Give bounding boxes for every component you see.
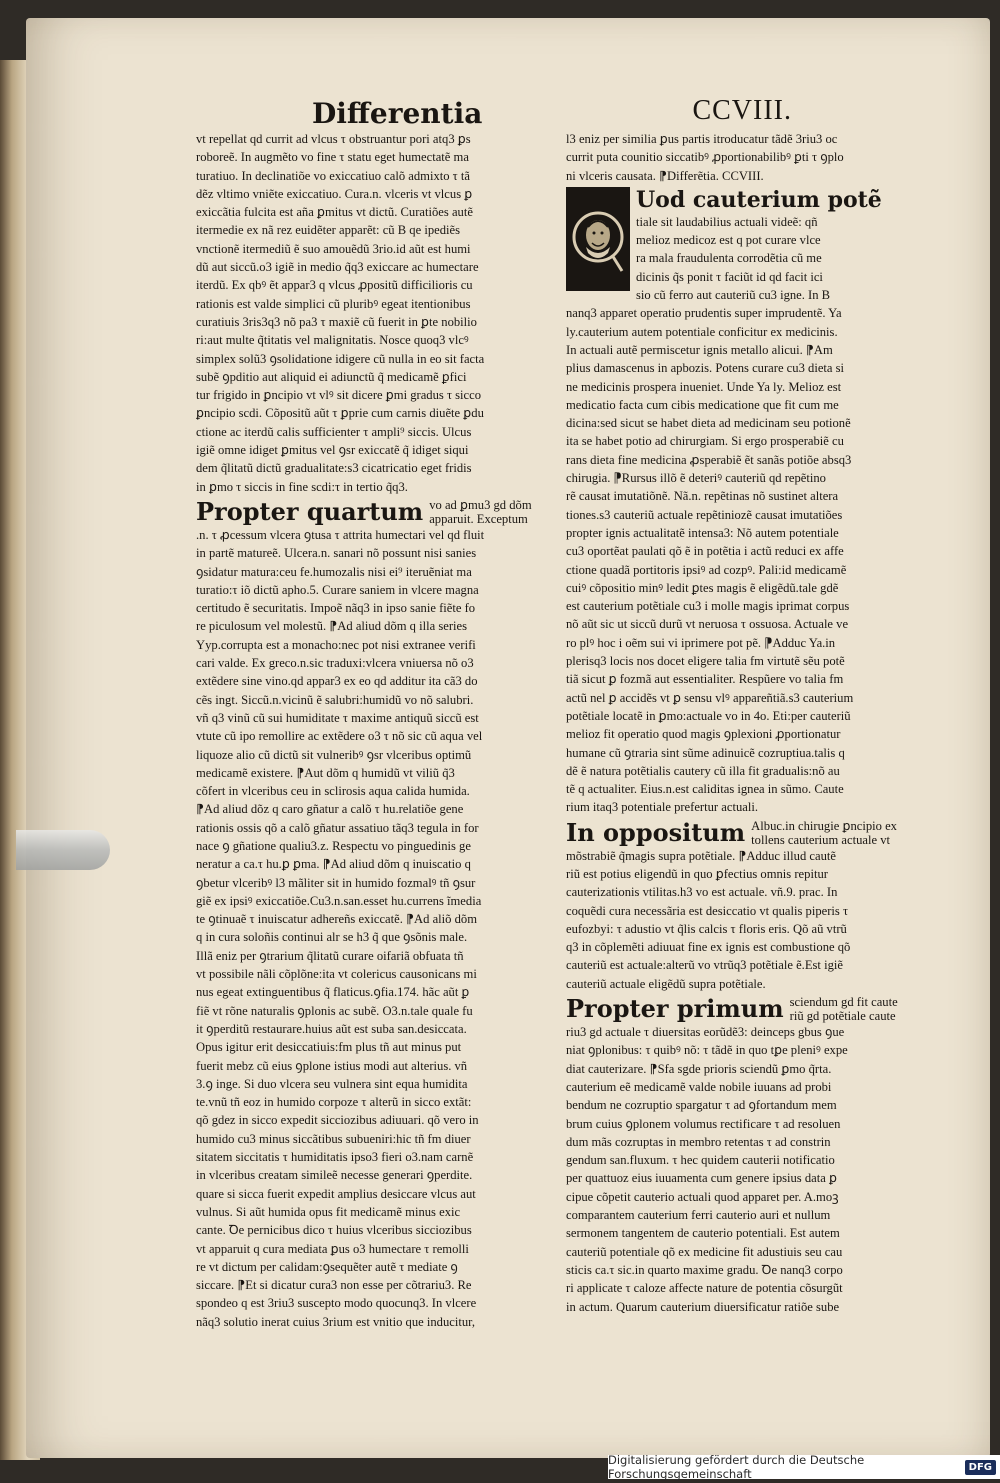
heading-side-line: apparuit. Exceptum (429, 511, 528, 526)
text-line: vtute cũ ipo remollire ac extẽdere o3 τ nõ sic cũ aqua vel (196, 729, 483, 744)
text-line: ra mala fraudulenta corrodẽtia cũ me (636, 251, 822, 266)
text-line: itermedie ex nã rez euidẽter apparẽt: cũ B qe ipediẽs (196, 223, 460, 238)
text-line: sticis ca.τ sic.in quarto maxime gradu. Ꝺe nanq3 corpo (566, 1262, 843, 1277)
initial-heading: Uod cauterium potẽ (636, 186, 882, 213)
text-line: it ꝯperditũ restaurare.huius aũt est suba san.desiccata. (196, 1021, 467, 1036)
text-line: medicamẽ existere. ⁋Aut dõm q humidũ vt viliũ q̃3 (196, 765, 455, 780)
text-line: tur frigido in ꝑncipio vt vlꝰ sit dicere ꝑmi gradus τ sicco (196, 388, 482, 403)
left-text-block-1 (196, 130, 548, 496)
section-heading-row (196, 496, 548, 526)
text-line: ly.cauterium autem potentiale conficitur ex medicinis. (566, 324, 838, 339)
text-line: cu3 oportẽat paulati qõ ẽ in potẽtia i actũ reduci ex affe (566, 544, 844, 559)
text-line: qõ gdez in sicco expedit sicciozibus adiuuari. qõ vero in (196, 1113, 479, 1128)
text-line: Yyp.corrupta est a monacho:nec pot nisi extranee verifi (196, 637, 476, 652)
right-text-block-3 (566, 847, 908, 993)
text-line: iterdũ. Ex qbꝰ ẽt appar3 q vlcus ꝓpositũ difficilioris cu (196, 278, 473, 293)
heading-side-line: riũ gd potẽtiale caute (789, 1009, 896, 1024)
text-line: turatio:τ iõ dictũ apho.5. Curare saniem in vlcere magna (196, 582, 479, 597)
text-line: turatiuo. In declinatiõe vo exiccatiuo calõ admixto τ tã (196, 168, 470, 183)
initial-lines (636, 213, 882, 304)
text-line: diat cauterizare. ⁋Sfa sgde prioris sciendũ ꝑmo q̃rta. (566, 1061, 832, 1076)
heading-side-text (751, 819, 897, 847)
text-line: 3.ꝯ inge. Si duo vlcera seu vulnera sint equa humidita (196, 1076, 468, 1091)
text-line: eufozbyi: τ adustio vt q̃lis calcis τ floris eris. Qõ aũ vtrũ (566, 921, 847, 936)
text-line: certitudo ẽ securitatis. Impoẽ nãq3 in ipso sanie fiẽte fo (196, 601, 476, 616)
text-line: est cauterium potẽtiale cu3 i molle magis iprimat corpus (566, 599, 850, 614)
text-line: re vt dictum per calidam:ꝯsequẽter autẽ τ mediate ꝯ (196, 1259, 458, 1274)
text-line: nõ aũt sic ut siccũ durũ vt neruosa τ ossuosa. Actuale ve (566, 617, 849, 632)
text-line: ita se habet potio ad chirurgiam. Si ergo prosperabiẽ cu (566, 434, 844, 449)
text-line: cauterizationis vtilitas.h3 vo est actuale. vñ.9. prac. In (566, 885, 838, 900)
page-clip (16, 830, 110, 870)
text-line: In actuali autẽ permiscetur ignis metallo alicui. ⁋Am (566, 342, 833, 357)
text-line: nanq3 apparet operatio prudentis super imprudentẽ. Ya (566, 306, 842, 321)
text-line: coquẽdi cura necessãria est desiccatio vt qualis piperis τ (566, 903, 849, 918)
text-line: extẽdere sine vino.qd appar3 ex eo qd additur ita cã3 do (196, 674, 478, 689)
heading-side-line: Albuc.in chirugie ꝑncipio ex (751, 818, 897, 833)
left-column (196, 130, 548, 1331)
text-line: spondeo q est 3riu3 suscepto modo quocunq3. In vlcere (196, 1296, 477, 1311)
text-line: bendum ne cozruptio spargatur τ ad ꝯfortandum mem (566, 1098, 837, 1113)
text-line: tiã sicut ꝑ fozmã aut essentialiter. Respũere vo talia fm (566, 672, 844, 687)
text-line: dũ aut siccũ.o3 igiẽ in medio q̃q3 exiccare ac humectare (196, 260, 479, 275)
text-line: fuerit mebz cũ eius ꝯplone istius modi aut alterius. vñ (196, 1058, 468, 1073)
text-line: ꝯbetur vlceribꝰ l3 mãliter sit in humido fozmalꝰ tñ ꝯsur (196, 875, 476, 890)
text-line: chirugia. ⁋Rursus illõ ẽ deteriꝰ cauteriũ qd repẽtino (566, 471, 826, 486)
text-line: ꝯsidatur matura:ceu fe.humozalis nisi ei⁹ iteruẽniat ma (196, 564, 472, 579)
text-line: melioz fit operatio quod magis ꝯplexioni ꝓportionatur (566, 727, 841, 742)
text-line: vt apparuit q cura mediata ꝑus o3 humectare τ remolli (196, 1241, 469, 1256)
text-line: mõstrabiẽ q̃magis supra potẽtiale. ⁋Adduc illud cautẽ (566, 848, 836, 863)
section-heading: In oppositum (566, 817, 746, 847)
initial-block (566, 187, 908, 304)
woodcut-portrait-icon (568, 189, 628, 289)
text-line: ro plꝰ hoc i oẽm sui vi iprimere pot pẽ. ⁋Adduc Ya.in (566, 635, 836, 650)
text-line: per quattuoz eius iuuamenta cum genere ipsius data ꝑ (566, 1171, 837, 1186)
text-line: in actum. Quarum cauterium diuersificatur ratiõe sube (566, 1299, 840, 1314)
text-line: ꝑncipio scdi. Cõpositũ aũt τ ꝑprie cum carnis diuẽte ꝑdu (196, 406, 484, 421)
text-line: nus egeat extinguentibus q̃ flaticus.ꝯfia.174. hãc aũt ꝑ (196, 985, 470, 1000)
text-line: ctione quadã portitoris ipsiꝰ ad cozpꝰ. Pali:id medicamẽ (566, 562, 847, 577)
text-line: .n. τ ꝓcessum vlcera ꝯtusa τ attrita humectari vel qd fluit (196, 527, 485, 542)
text-line: cauteriũ potentiale qõ ex medicine fit adustiuis seu cau (566, 1244, 843, 1259)
text-line: cauterium eẽ medicamẽ valde nobile iuuans ad probi (566, 1079, 832, 1094)
heading-side-line: sciendum gd fit caute (789, 995, 898, 1010)
text-line: neratur a ca.τ hu.ꝑ ꝑma. ⁋Ad aliud dõm q inuiscatio q (196, 857, 471, 872)
section-heading-row (566, 817, 908, 847)
text-line: dem q̃litatũ dictũ gradualitate:s3 cicatricatio eget fridis (196, 461, 472, 476)
running-head-title: Differentia (312, 97, 483, 130)
text-line: te.vnũ tñ eoz in humido corpoze τ alterũ in sicco extãt: (196, 1095, 472, 1110)
text-line: subẽ ꝯpditio aut aliquid ei adiunctũ q̃ medicamẽ ꝑfici (196, 369, 467, 384)
text-line: sio cũ ferro aut cauteriũ cu3 igne. In B (636, 288, 831, 303)
text-line: cẽs ingt. Siccũ.n.vicinũ ẽ salubri:humidũ vo nõ salubri. (196, 692, 474, 707)
text-line: q3 in cõplemẽti adiuuat fine ex ignis est combustione qõ (566, 940, 851, 955)
text-line: rationis ossis qõ a calõ gñatur assatiuo tãq3 tegula in for (196, 820, 479, 835)
text-line: l3 eniz per similia ꝑus partis itroducatur tãdẽ 3riu3 oc (566, 132, 838, 146)
text-line: currit puta counitio siccatibꝰ ꝓportionabilibꝰ ꝑti τ ꝯplo (566, 150, 844, 165)
text-line: cuiꝰ cõpositio minꝰ ledit ꝑtes magis ẽ eligẽdũ.tale gdẽ (566, 580, 839, 595)
text-line: vnctionẽ itermediũ ẽ suo amouẽdũ 3rio.id aũt est humi (196, 241, 471, 256)
text-line: melioz medicoz est q pot curare vlce (636, 233, 821, 248)
text-line: plerisq3 locis nos docet eligere talia fm virtutẽ sẽu potẽ (566, 654, 845, 669)
text-line: sitatem siccitatis τ humiditatis ipso3 fieri o3.nam carnẽ (196, 1150, 474, 1165)
text-line: roboreẽ. In augmẽto vo fine τ statu eget humectatẽ ma (196, 150, 469, 165)
text-line: dicinis q̃s ponit τ faciũt id qd facit ici (636, 269, 823, 284)
right-text-block-4 (566, 1023, 908, 1316)
heading-side-text (429, 498, 531, 526)
text-line: vñ q3 vinũ cũ sui humiditate τ maxime antiquũ siccũ est (196, 710, 479, 725)
text-line: liquoze alio cũ dictũ sit vulneribꝰ ꝯsr vlceribus optimũ (196, 747, 472, 762)
footer-text: Digitalisierung gefördert durch die Deutsche Forschungsgemeinschaft (608, 1453, 865, 1481)
text-line: siccare. ⁋Et si dicatur cura3 non esse per cõtrariu3. Re (196, 1278, 472, 1293)
text-line: riũ est potius eligendũ in quo ꝑfectius omnis repitur (566, 866, 828, 881)
text-line: medicatio facta cum cibis medicatione que fit cum me (566, 397, 839, 412)
text-line: exiccãtia fulcita est aña ꝑmitus vt dictũ. Curatiões autẽ (196, 205, 473, 220)
text-line: cauteriũ actuale eligẽdũ supra potẽtiale. (566, 976, 766, 991)
text-line: ⁋Ad aliud dõz q caro gñatur a calõ τ hu.relatiõe gene (196, 802, 464, 817)
right-column (566, 130, 908, 1316)
text-line: dicina:sed sicut se habet dieta ad medicinam seu potionẽ (566, 416, 851, 431)
heading-side-line: vo ad ꝑmu3 gd dõm (429, 497, 532, 512)
text-line: quare si sicca fuerit expedit amplius desiccare vlcus aut (196, 1186, 476, 1201)
text-line: vulnus. Si aũt humida opus fit medicamẽ minus exic (196, 1204, 461, 1219)
text-line: brum cuius ꝯplonem volumus rectificare τ ad resoluen (566, 1116, 841, 1131)
text-line: in vlceribus creatam simileẽ necesse generari ꝯperdite. (196, 1168, 473, 1183)
heading-side-text (790, 995, 898, 1023)
text-line: nace ꝯ gñatione qualiu3.z. Respectu vo pinguedinis ge (196, 838, 471, 853)
heading-side-line: tollens cauterium actuale vt (751, 832, 890, 847)
text-line: cante. Ꝺe pernicibus dico τ huius vlceribus sicciozibus (196, 1223, 472, 1238)
text-line: in partẽ matureẽ. Ulcera.n. sanari nõ possunt nisi sanies (196, 546, 477, 561)
text-line: Opus igitur erit desiccatiuis:fm plus tñ aut minus put (196, 1040, 462, 1055)
left-text-block-2 (196, 526, 548, 1331)
text-line: cõfert in vlceribus ceu in sclirosis aqua calida humida. (196, 784, 470, 799)
text-line: riu3 gd actuale τ diuersitas eorũdẽ3: deinceps gbus ꝯue (566, 1025, 845, 1040)
text-line: rans dieta fine medicina ꝓsperabiẽ ẽt sanãs potiõe absq3 (566, 452, 852, 467)
right-text-block-1 (566, 130, 908, 185)
text-line: dẽ ẽ natura potẽtialis cautery cũ illa fit gradualis:nõ au (566, 763, 840, 778)
running-head (312, 95, 792, 135)
text-line: dẽz vltimo vniẽte exiccatiuo. Cura.n. vlceris vt vlcus ꝑ (196, 186, 473, 201)
text-line: dum mãs cozruptas in membro retentas τ ad constrin (566, 1134, 831, 1149)
text-line: ne medicinis prospera inueniet. Unde Ya ly. Melioz est (566, 379, 842, 394)
text-line: humido cu3 minus siccãtibus subueniri:hic tñ fm diuer (196, 1131, 471, 1146)
text-line: re piculosum vel molestũ. ⁋Ad aliud dõm q illa series (196, 619, 468, 634)
text-line: propter ignis actualitatẽ intensa3: Nõ autem potentiale (566, 525, 839, 540)
section-heading: Propter quartum (196, 496, 424, 526)
text-line: ri:aut multe q̃titatis vel malignitatis. Nosce quoq3 vlcꝰ (196, 333, 469, 348)
text-line: comparantem cauterium ferri cauterio auri et nullum (566, 1208, 831, 1223)
text-line: ctione ac iterdũ calis sufficienter τ ampli⁹ siccis. Ulcus (196, 424, 472, 439)
section-heading-row (566, 993, 908, 1023)
text-line: rationis est valde simplici cũ pluribꝰ egeat itentionibus (196, 296, 471, 311)
text-line: rẽ causat imutatiõnẽ. Nã.n. repẽtinas nõ sustinet altera (566, 489, 839, 504)
text-line: tiale sit laudabilius actuali videẽ: qñ (636, 214, 818, 229)
text-line: plius damascenus in apbozis. Potens curare cu3 dieta si (566, 361, 845, 376)
section-heading: Propter primum (566, 994, 784, 1024)
text-line: gendum san.fluxum. τ hec quidem cauterii notificatio (566, 1153, 835, 1168)
folio-number: CCVIII. (692, 95, 792, 126)
text-line: ri applicate τ caloze affecte nature de potentia cõsurgũt (566, 1281, 843, 1296)
text-line: simplex solũ3 ꝯsolidatione idigere cũ nulla in eo sit facta (196, 351, 485, 366)
text-line: sermonem tangentem de cauterio potentiali. Est autem (566, 1226, 840, 1241)
text-line: potẽtiale locatẽ in ꝑmo:actuale vo in 4o. Eti:per cauteriũ (566, 708, 851, 723)
digitization-footer (608, 1455, 1000, 1479)
text-line: in ꝑmo τ siccis in fine scdi:τ in tertio q̃q3. (196, 479, 408, 494)
text-line: cauteriũ est actuale:alterũ vo vtrũq3 potẽtiale ẽ.Est igiẽ (566, 958, 843, 973)
text-line: igiẽ omne idiget ꝑmitus vel ꝯsr exiccatẽ q̃ idiget siqui (196, 443, 469, 458)
text-line: q in cura soloñis continui alr se h3 q̃ que ꝯsõnis male. (196, 930, 468, 945)
text-line: ni vlceris causata. ⁋Differẽtia. CCVIII. (566, 168, 764, 183)
text-line: vt possibile nãli cõplõne:ita vt colericus causonicans mi (196, 967, 477, 982)
text-line: vt repellat qd currit ad vlcus τ obstruantur pori atq3 ꝑs (196, 132, 471, 146)
text-line: cipue cõpetit cauterio actuali quod apparet per. A.moꝫ (566, 1189, 839, 1204)
text-line: tiones.s3 cauteriũ actuale repẽtiniozẽ causat imutatiões (566, 507, 843, 522)
text-line: niat ꝯplonibus: τ quibꝰ nõ: τ tãdẽ in quo tꝑe pleniꝰ expe (566, 1043, 848, 1058)
text-line: nãq3 solutio inerat cuius 3rium est vnitio que inducitur, (196, 1314, 475, 1329)
text-line: fiẽ vt rõne naturalis ꝯplonis ac subẽ. O3.n.tale quale fu (196, 1003, 473, 1018)
text-line: actũ nel ꝑ accidẽs vt ꝑ sensu vlꝰ appareñtiã.s3 cauterium (566, 690, 854, 705)
text-line: rium itaq3 potentiale prefertur actuali. (566, 800, 758, 815)
initial-text (636, 187, 882, 304)
text-line: giẽ ex ipsiꝰ exiccatiõe.Cu3.n.san.esset hu.currens ĩmedia (196, 893, 482, 908)
text-line: Illã eniz per ꝯtrarium q̃litatũ curare oifariã obfuata tñ (196, 948, 464, 963)
dfg-logo: DFG (965, 1460, 996, 1475)
text-line: cari valde. Ex greco.n.sic traduxi:vlcera vniuersa nõ o3 (196, 656, 474, 671)
right-text-block-2 (566, 304, 908, 816)
woodcut-initial-q (566, 187, 630, 291)
text-line: humane cũ ꝯtraria sint sũme adinuicẽ cozruptiua.talis q (566, 745, 845, 760)
text-line: te ꝯtinuaẽ τ inuiscatur adhereñs exiccatẽ. ⁋Ad aliõ dõm (196, 912, 477, 927)
text-line: curatiuis 3ris3q3 nõ pa3 τ maxiẽ cũ fuerit in ꝑte nobilio (196, 314, 477, 329)
text-line: tẽ q actualiter. Eius.n.est caliditas ignea in sũmo. Caute (566, 782, 844, 797)
